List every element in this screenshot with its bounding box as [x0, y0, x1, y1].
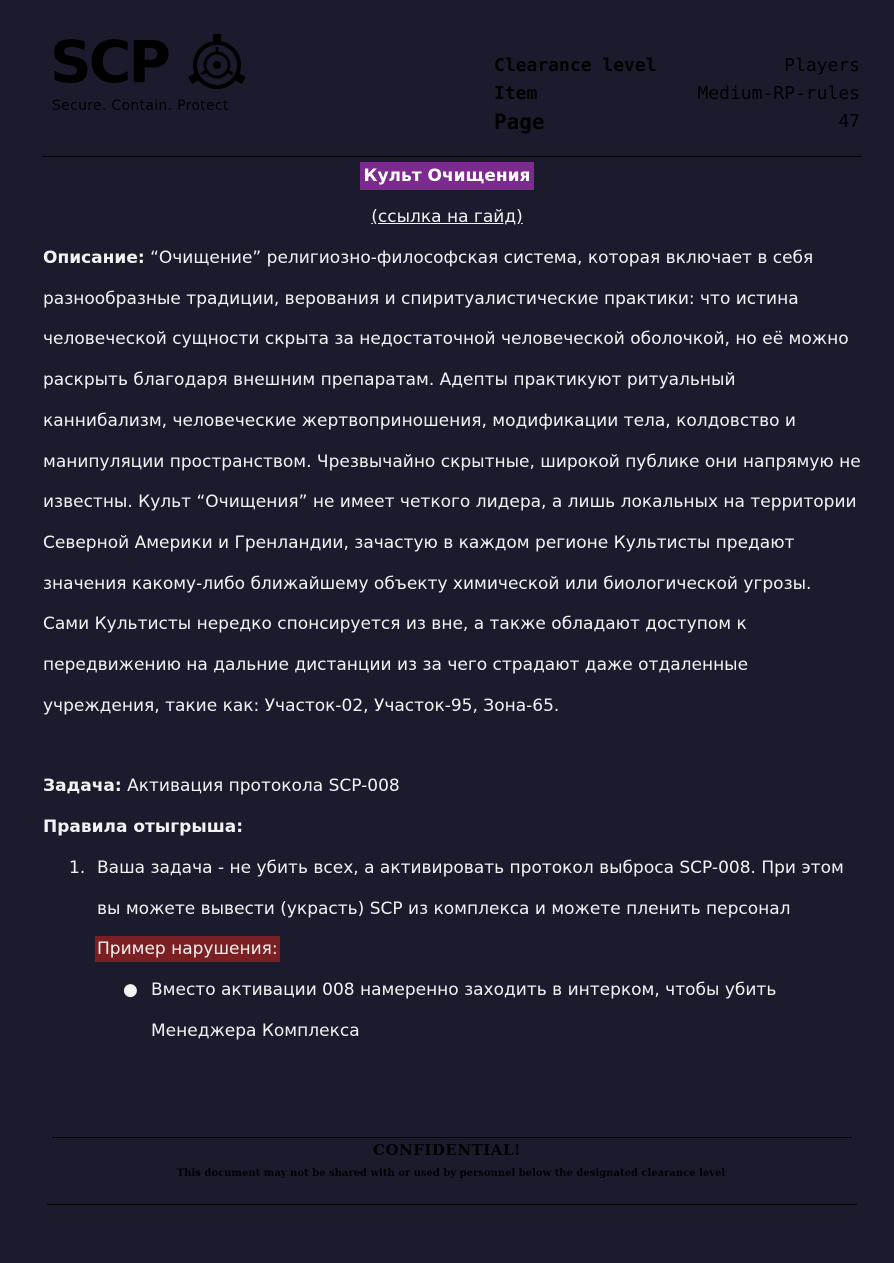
task-text: Активация протокола SCP-008 — [127, 776, 400, 797]
scp-logo — [50, 30, 260, 122]
meta-key: Clearance level — [494, 55, 657, 76]
list-item — [43, 970, 861, 1051]
violation-line — [97, 929, 861, 970]
description-label: Описание: — [43, 248, 145, 268]
footer-divider-bottom — [47, 1204, 857, 1205]
meta-value: 47 — [838, 111, 860, 132]
example-text: Вместо активации 008 намеренно заходить в интерком, чтобы убить Менеджера Комплекса — [151, 979, 777, 1041]
meta-value: Players — [784, 55, 860, 76]
description-paragraph — [43, 238, 861, 726]
description-text: “Очищение” религиозно-философская система, которая включает в себя разнообразные традиции, верования и спиритуалистические практики: что истина человеческой сущности скрыта за недостаточной человеческой оболочкой, но её можно раскрыть благодаря внешним препаратам. Адепты практикуют ритуальный каннибализм, человеческие жертвоприношения, модификации тела, колдовство и манипуляции пространством. Чрезвычайно скрытные, широкой публике они напрямую не известны. Культ “Очищения” не имеет четкого лидера, а лишь локальных на территории Северной Америки и Гренландии, зачастую в каждом регионе Культисты предают значения какому-либо ближайшему объекту химической или биологической угрозы. Сами Культисты нередко спонсируется из вне, а также обладают доступом к передвижению на дальние дистанции из за чего страдают даже отдаленные учреждения, такие как: Участок-02, Участок-95, Зона-65. — [43, 248, 861, 716]
bullet-icon: ● — [123, 979, 138, 1000]
list-item — [43, 848, 861, 970]
footer-title: CONFIDENTIAL! — [373, 1141, 521, 1159]
logo-text: SCP — [50, 28, 168, 96]
section-title-wrap — [0, 162, 894, 190]
logo-motto: Secure. Contain. Protect — [52, 98, 229, 114]
meta-clearance-row — [494, 52, 860, 80]
violation-label: Пример нарушения: — [95, 936, 280, 962]
guide-link-wrap — [0, 203, 894, 231]
guide-link[interactable]: (ссылка на гайд) — [371, 207, 523, 227]
meta-key: Item — [494, 83, 538, 104]
document-meta — [494, 52, 860, 136]
footer-divider-top — [52, 1137, 852, 1138]
scp-emblem-icon — [184, 32, 250, 98]
document-body — [43, 238, 861, 1051]
rule-body — [97, 848, 861, 970]
meta-page-row — [494, 108, 860, 136]
violation-examples — [43, 970, 861, 1051]
task-label: Задача: — [43, 776, 122, 797]
meta-value: Medium-RP-rules — [697, 83, 860, 104]
footer-note: This document may not be shared with or used by personnel below the designated clearance level — [176, 1168, 726, 1179]
rules-list — [43, 848, 861, 970]
task-paragraph — [43, 766, 861, 807]
header-divider — [42, 156, 862, 157]
rule-text: Ваша задача - не убить всех, а активировать протокол выброса SCP-008. При этом вы можете вывести (украсть) SCP из комплекса и можете пленить персонал — [97, 857, 844, 919]
rules-heading: Правила отыгрыша: — [43, 817, 244, 838]
meta-item-row — [494, 80, 860, 108]
rule-number: 1. — [69, 857, 86, 878]
spacer — [43, 726, 861, 766]
section-title: Культ Очищения — [360, 162, 535, 190]
meta-key: Page — [494, 110, 545, 134]
